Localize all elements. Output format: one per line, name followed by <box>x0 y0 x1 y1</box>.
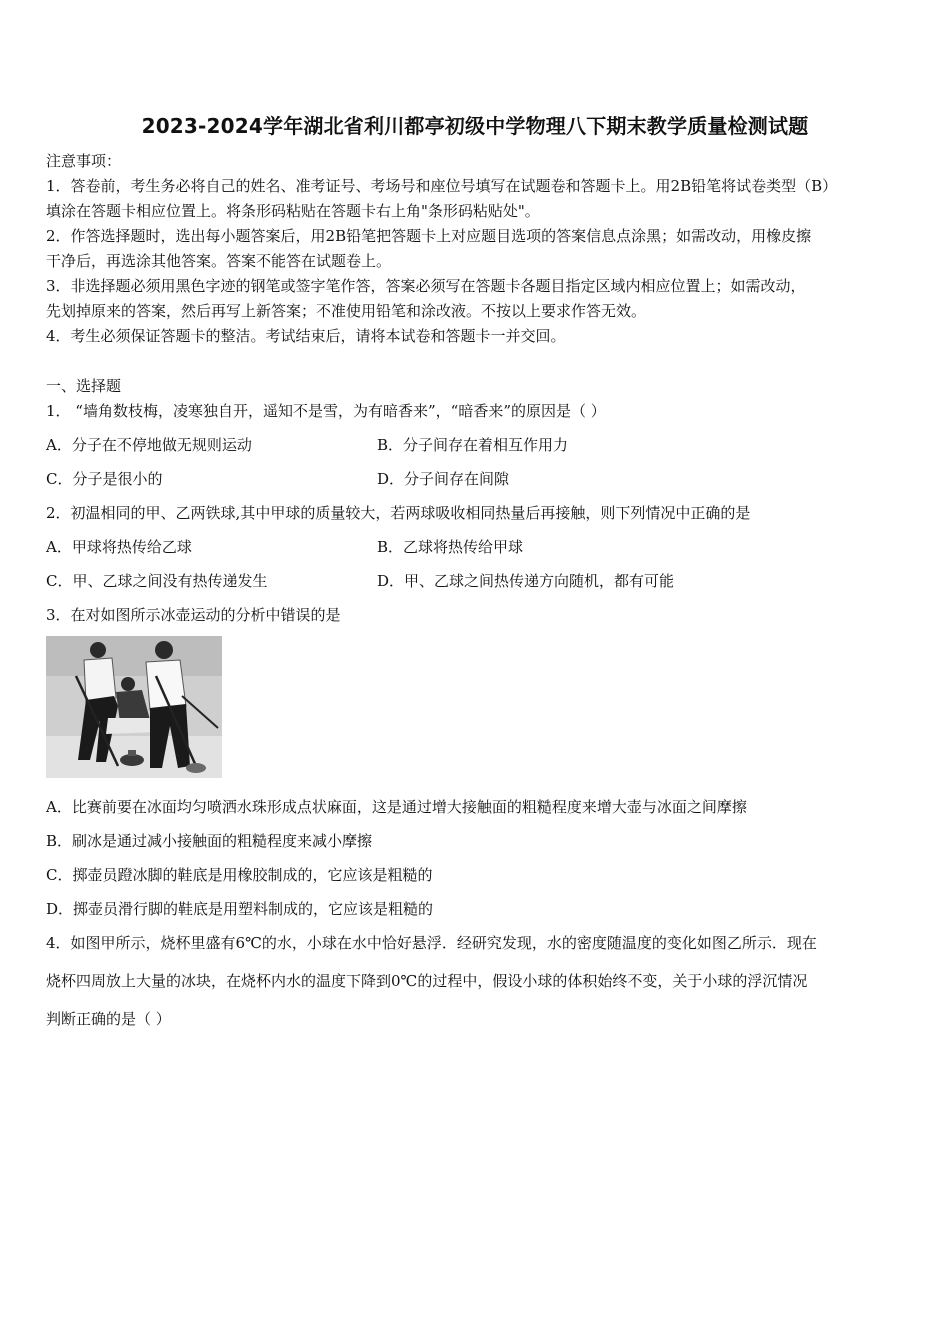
question-1-option-a: A．分子在不停地做无规则运动 <box>46 436 252 454</box>
question-3-option-c: C．掷壶员蹬冰脚的鞋底是用橡胶制成的，它应该是粗糙的 <box>46 866 433 884</box>
question-1-option-b: B．分子间存在着相互作用力 <box>377 436 569 454</box>
notice-line: 3．非选择题必须用黑色字迹的钢笔或签字笔作答，答案必须写在答题卡各题目指定区域内相应位置上；如需改动， <box>46 277 806 295</box>
curling-photo-drawing <box>46 636 222 778</box>
question-2-option-c: C．甲、乙球之间没有热传递发生 <box>46 572 268 590</box>
question-3-stem: 3．在对如图所示冰壶运动的分析中错误的是 <box>46 606 341 624</box>
question-2-option-a: A．甲球将热传给乙球 <box>46 538 192 556</box>
question-2-stem: 2．初温相同的甲、乙两铁球,其中甲球的质量较大，若两球吸收相同热量后再接触，则下列情况中正确的是 <box>46 504 751 522</box>
question-1-option-c: C．分子是很小的 <box>46 470 163 488</box>
notice-line: 4．考生必须保证答题卡的整洁。考试结束后，请将本试卷和答题卡一并交回。 <box>46 327 566 345</box>
question-4-stem-line: 4．如图甲所示，烧杯里盛有6℃的水，小球在水中恰好悬浮．经研究发现，水的密度随温度的变化如图乙所示．现在 <box>46 934 817 952</box>
notice-line: 1．答卷前，考生务必将自己的姓名、准考证号、考场号和座位号填写在试题卷和答题卡上。用2B铅笔将试卷类型（B） <box>46 177 838 195</box>
question-4-stem-line: 判断正确的是（ ） <box>46 1010 171 1028</box>
notice-line: 先划掉原来的答案，然后再写上新答案；不准使用铅笔和涂改液。不按以上要求作答无效。 <box>46 302 647 320</box>
question-1-option-d: D．分子间存在间隙 <box>377 470 510 488</box>
notice-line: 填涂在答题卡相应位置上。将条形码粘贴在答题卡右上角"条形码粘贴处"。 <box>46 202 540 220</box>
question-3-option-a: A．比赛前要在冰面均匀喷洒水珠形成点状麻面，这是通过增大接触面的粗糙程度来增大壶与冰面之间摩擦 <box>46 798 747 816</box>
notice-line: 干净后，再选涂其他答案。答案不能答在试题卷上。 <box>46 252 392 270</box>
notice-heading: 注意事项： <box>46 152 122 170</box>
exam-title: 2023-2024学年湖北省利川都亭初级中学物理八下期末教学质量检测试题 <box>141 114 809 138</box>
question-3-option-d: D．掷壶员滑行脚的鞋底是用塑料制成的，它应该是粗糙的 <box>46 900 434 918</box>
notice-line: 2．作答选择题时，选出每小题答案后，用2B铅笔把答题卡上对应题目选项的答案信息点涂黑；如需改动，用橡皮擦 <box>46 227 812 245</box>
question-4-stem-line: 烧杯四周放上大量的冰块，在烧杯内水的温度下降到0℃的过程中，假设小球的体积始终不变，关于小球的浮沉情况 <box>46 972 808 990</box>
section-heading: 一、选择题 <box>46 377 122 395</box>
question-1-stem: 1． “墙角数枝梅，凌寒独自开，遥知不是雪，为有暗香来”，“暗香来”的原因是（ ） <box>46 402 606 420</box>
question-3-option-b: B．刷冰是通过减小接触面的粗糙程度来减小摩擦 <box>46 832 373 850</box>
curling-photo <box>46 636 222 778</box>
question-2-option-d: D．甲、乙球之间热传递方向随机，都有可能 <box>377 572 675 590</box>
question-2-option-b: B．乙球将热传给甲球 <box>377 538 524 556</box>
